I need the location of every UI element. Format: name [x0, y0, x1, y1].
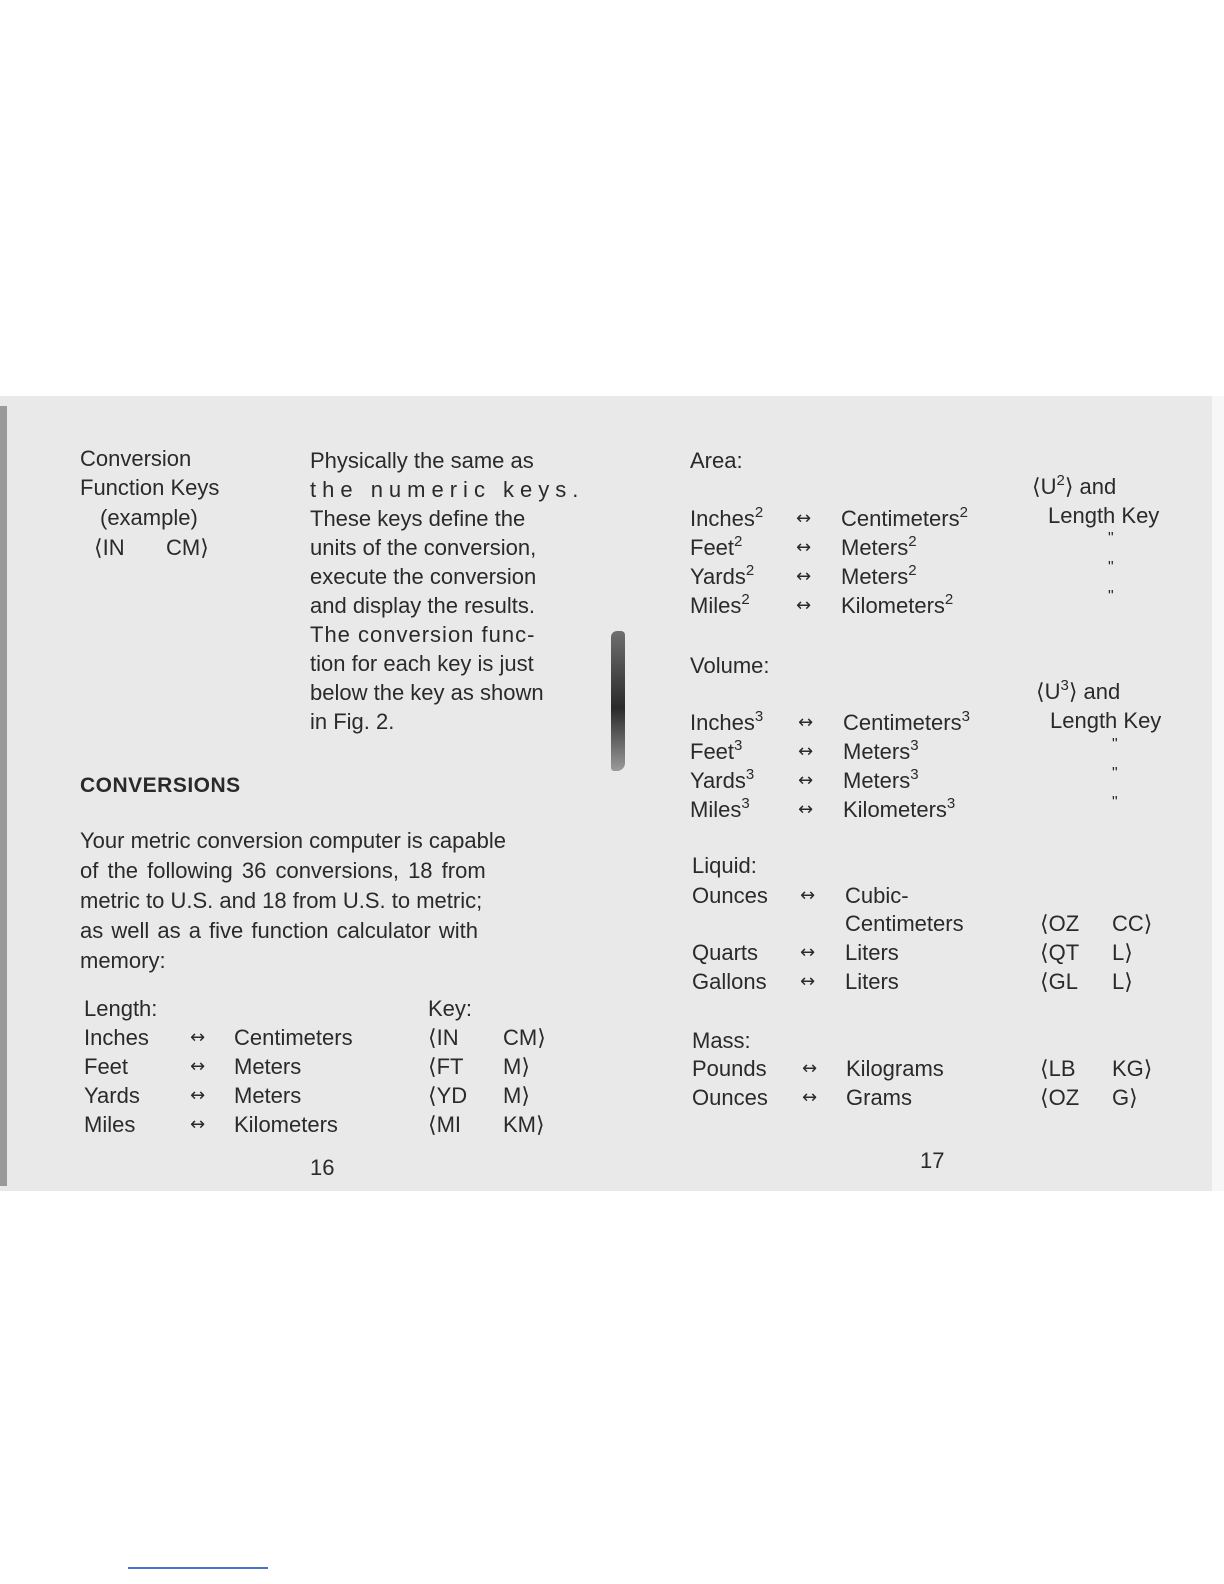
volume-metric: Kilometers$^3$	[843, 795, 956, 822]
area-us: Yards$^2$	[690, 562, 755, 589]
desc-line: and display the results.	[310, 593, 536, 618]
arrow-icon: ↔	[800, 971, 816, 992]
section-heading: CONVERSIONS	[80, 774, 241, 797]
intro-line: as well as a five function calculator with	[80, 918, 478, 943]
volume-key-note: $⟨U^3⟩$ and	[1036, 677, 1121, 704]
area-metric: Meters$^2$	[841, 562, 917, 589]
volume-key-line-2: Length Key	[1050, 708, 1162, 733]
area-key-line-2: Length Key	[1048, 503, 1160, 528]
mass-metric: Grams	[846, 1085, 912, 1110]
arrow-icon: ↔	[190, 1085, 206, 1106]
length-key-1: ⟨MI	[428, 1112, 462, 1137]
desc-line: The conversion func-	[310, 622, 536, 647]
arrow-icon: ↔	[796, 566, 812, 587]
arrow-icon: ↔	[800, 942, 816, 963]
area-us: Feet$^2$	[690, 533, 743, 560]
ditto-mark: "	[1112, 765, 1118, 782]
liquid-metric-line-1: Cubic-	[845, 883, 909, 908]
arrow-icon: ↔	[800, 885, 816, 906]
length-key-2: CM⟩	[503, 1025, 546, 1050]
length-metric: Kilometers	[234, 1112, 338, 1137]
length-key-1: ⟨YD	[428, 1083, 468, 1108]
mass-us: Pounds	[692, 1056, 767, 1081]
desc-line: below the key as shown	[310, 680, 544, 705]
length-us: Miles	[84, 1112, 136, 1137]
footer-rule	[128, 1567, 268, 1569]
liquid-metric-line-2: Centimeters	[845, 911, 964, 936]
liquid-metric: Liters	[845, 969, 899, 994]
ditto-mark: "	[1112, 794, 1118, 811]
mass-key-2: G⟩	[1112, 1085, 1138, 1110]
mass-key-1: ⟨LB	[1040, 1056, 1076, 1081]
volume-metric: Meters$^3$	[843, 766, 919, 793]
length-us: Inches	[84, 1025, 149, 1050]
area-key-note: $⟨U^2⟩$ and	[1032, 472, 1117, 499]
desc-line: units of the conversion,	[310, 535, 537, 560]
arrow-icon: ↔	[190, 1027, 206, 1048]
key-label: Key:	[428, 996, 473, 1021]
liquid-us: Quarts	[692, 940, 759, 965]
liquid-key-1: ⟨OZ	[1040, 911, 1080, 936]
volume-metric: Centimeters$^3$	[843, 708, 970, 735]
volume-label: Volume:	[690, 653, 770, 678]
arrow-icon: ↔	[798, 741, 814, 762]
mass-us: Ounces	[692, 1085, 768, 1110]
ditto-mark: "	[1108, 530, 1114, 547]
area-us: Miles$^2$	[690, 591, 750, 618]
liquid-key-1: ⟨QT	[1040, 940, 1080, 965]
arrow-icon: ↔	[802, 1058, 818, 1079]
volume-us: Miles$^3$	[690, 795, 750, 822]
arrow-icon: ↔	[798, 799, 814, 820]
length-key-1: ⟨FT	[428, 1054, 464, 1079]
mass-key-1: ⟨OZ	[1040, 1085, 1080, 1110]
volume-us: Inches$^3$	[690, 708, 764, 735]
ditto-mark: "	[1112, 736, 1118, 753]
desc-line: in Fig. 2.	[310, 709, 395, 734]
liquid-metric: Liters	[845, 940, 899, 965]
length-us: Yards	[84, 1083, 140, 1108]
length-metric: Meters	[234, 1054, 302, 1079]
ditto-mark: "	[1108, 559, 1114, 576]
arrow-icon: ↔	[190, 1114, 206, 1135]
length-label: Length:	[84, 996, 158, 1021]
example-label: (example)	[100, 505, 198, 530]
ditto-mark: "	[1108, 588, 1114, 605]
mass-metric: Kilograms	[846, 1056, 944, 1081]
mass-key-2: KG⟩	[1112, 1056, 1153, 1081]
binding-staple	[611, 631, 625, 771]
volume-metric: Meters$^3$	[843, 737, 919, 764]
desc-line: Physically the same as	[310, 448, 534, 473]
length-metric: Meters	[234, 1083, 302, 1108]
arrow-icon: ↔	[190, 1056, 206, 1077]
liquid-key-2: CC⟩	[1112, 911, 1153, 936]
liquid-us: Gallons	[692, 969, 767, 994]
desc-line: the numeric keys.	[310, 477, 585, 502]
liquid-us: Ounces	[692, 883, 768, 908]
length-key-2: M⟩	[503, 1054, 530, 1079]
book-spread	[0, 396, 1224, 1191]
length-us: Feet	[84, 1054, 129, 1079]
volume-us: Feet$^3$	[690, 737, 743, 764]
liquid-key-2: L⟩	[1112, 940, 1133, 965]
intro-line: Your metric conversion computer is capable	[80, 828, 506, 853]
arrow-icon: ↔	[796, 537, 812, 558]
arrow-icon: ↔	[798, 712, 814, 733]
length-metric: Centimeters	[234, 1025, 353, 1050]
area-label: Area:	[690, 448, 743, 473]
mass-label: Mass:	[692, 1028, 751, 1053]
term-line-2: Function Keys	[80, 475, 220, 500]
intro-line: memory:	[80, 948, 166, 973]
length-key-1: ⟨IN	[428, 1025, 459, 1050]
page-number-left: 16	[310, 1155, 335, 1180]
desc-line: execute the conversion	[310, 564, 537, 589]
volume-us: Yards$^3$	[690, 766, 755, 793]
area-us: Inches$^2$	[690, 504, 764, 531]
liquid-label: Liquid:	[692, 853, 757, 878]
intro-line: metric to U.S. and 18 from U.S. to metric;	[80, 888, 483, 913]
page-number-right: 17	[920, 1148, 945, 1173]
example-key-left: ⟨IN	[94, 535, 125, 560]
arrow-icon: ↔	[798, 770, 814, 791]
liquid-key-1: ⟨GL	[1040, 969, 1078, 994]
desc-line: These keys define the	[310, 506, 526, 531]
example-key-right: CM⟩	[166, 535, 209, 560]
desc-line: tion for each key is just	[310, 651, 534, 676]
length-key-2: KM⟩	[503, 1112, 545, 1137]
term-line-1: Conversion	[80, 446, 192, 471]
intro-line: of the following 36 conversions, 18 from	[80, 858, 486, 883]
area-metric: Meters$^2$	[841, 533, 917, 560]
area-metric: Kilometers$^2$	[841, 591, 954, 618]
liquid-key-2: L⟩	[1112, 969, 1133, 994]
length-key-2: M⟩	[503, 1083, 530, 1108]
arrow-icon: ↔	[802, 1087, 818, 1108]
area-metric: Centimeters$^2$	[841, 504, 968, 531]
arrow-icon: ↔	[796, 508, 812, 529]
arrow-icon: ↔	[796, 595, 812, 616]
